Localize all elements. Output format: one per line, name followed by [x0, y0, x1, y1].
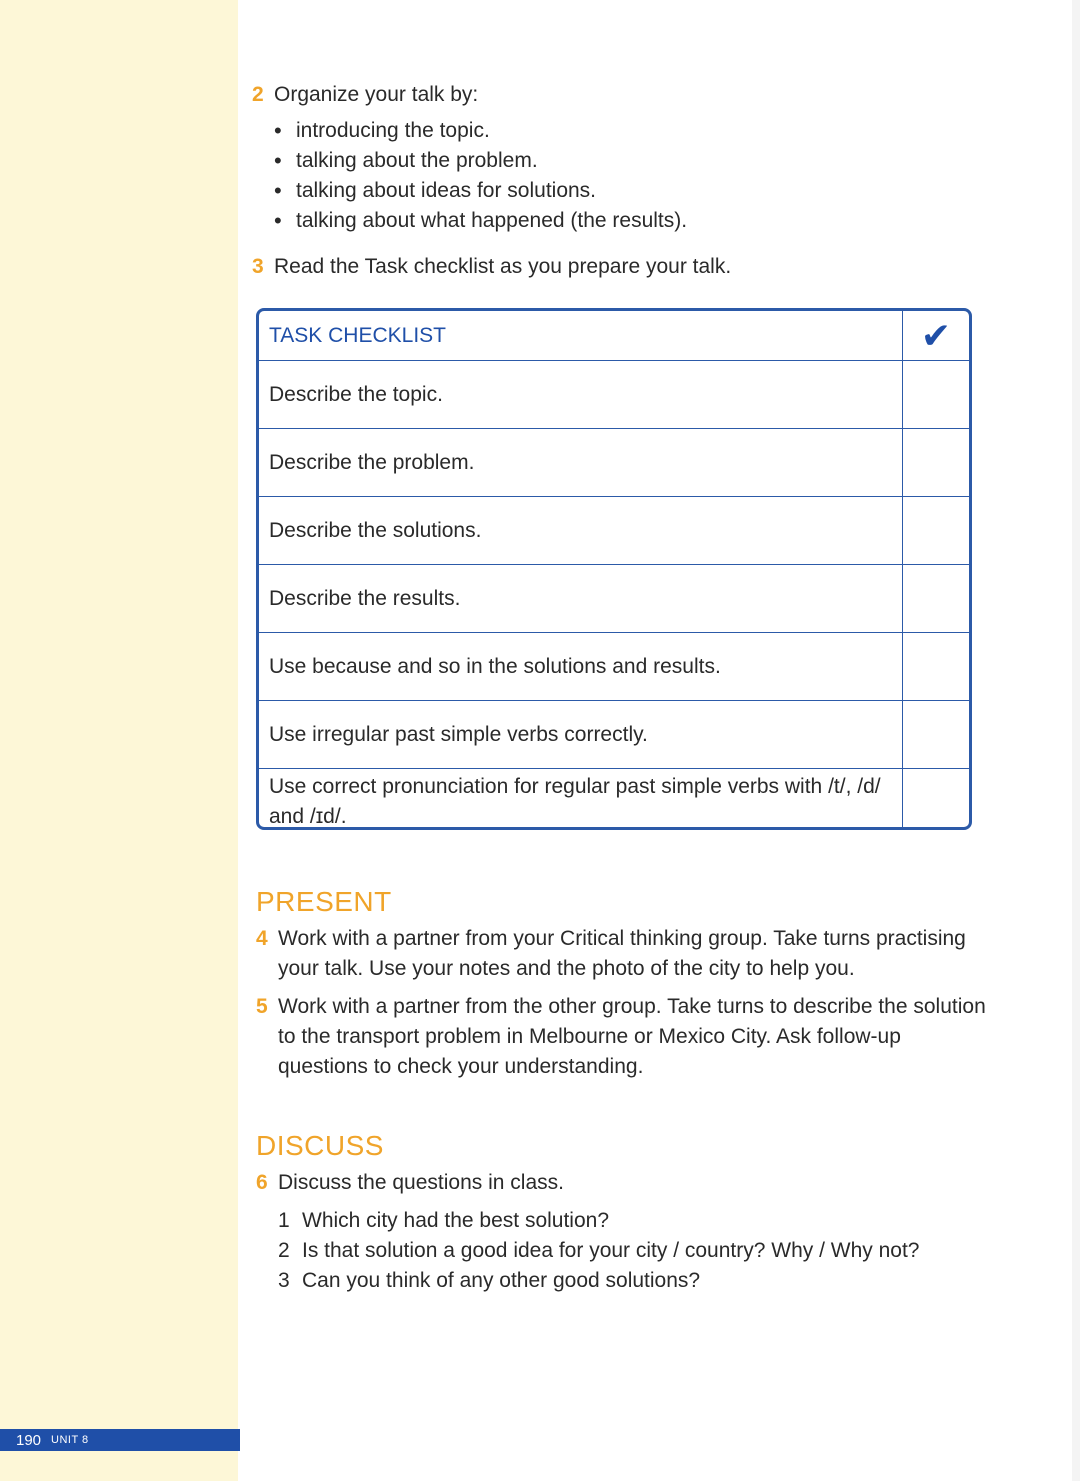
question-list — [278, 1206, 986, 1296]
bullet-icon: • — [274, 148, 282, 173]
step-text: Work with a partner from your Critical thinking group. Take turns practising your talk. Use your notes and the photo of the city to help you. — [278, 927, 966, 980]
check-box[interactable] — [903, 701, 969, 768]
checklist-row: Use because and so in the solutions and results. — [259, 632, 969, 700]
page-footer — [0, 1429, 240, 1451]
task-checklist — [256, 308, 972, 830]
list-item: • talking about what happened (the results). — [274, 206, 982, 236]
check-box[interactable] — [903, 497, 969, 564]
step-6 — [256, 1168, 986, 1198]
list-item: • introducing the topic. — [274, 116, 982, 146]
step-number: 3 — [252, 255, 264, 278]
unit-label: UNIT 8 — [51, 1434, 89, 1446]
checklist-row: Describe the problem. — [259, 428, 969, 496]
step-2 — [252, 80, 982, 110]
step-number: 5 — [256, 995, 268, 1018]
step-number: 4 — [256, 927, 268, 950]
list-item: 1 Which city had the best solution? — [278, 1209, 610, 1232]
check-box[interactable] — [903, 361, 969, 428]
checklist-header — [259, 311, 969, 360]
checklist-row: Describe the solutions. — [259, 496, 969, 564]
list-item: 3 Can you think of any other good solutions? — [278, 1269, 701, 1292]
check-box[interactable] — [903, 429, 969, 496]
check-box[interactable] — [903, 565, 969, 632]
page-number: 190 — [16, 1431, 42, 1449]
discuss-heading: DISCUSS — [256, 1130, 384, 1161]
check-box[interactable] — [903, 769, 969, 830]
checklist-row: Use correct pronunciation for regular past simple verbs with /t/, /d/ and /ɪd/. — [259, 768, 969, 830]
list-item: • talking about the problem. — [274, 146, 982, 176]
bullet-icon: • — [274, 208, 282, 233]
checklist-title: TASK CHECKLIST — [259, 311, 903, 360]
bullet-icon: • — [274, 118, 282, 143]
check-box[interactable] — [903, 633, 969, 700]
step-number: 6 — [256, 1171, 268, 1194]
bullet-list — [252, 116, 982, 236]
step-5 — [256, 992, 986, 1082]
checkmark-icon: ✔ — [920, 314, 952, 356]
step-text: Work with a partner from the other group. Take turns to describe the solution to the transport problem in Melbourne or Mexico City. Ask follow-up questions to check your understanding. — [278, 995, 986, 1078]
present-section — [256, 924, 986, 1082]
discuss-section — [256, 1168, 986, 1296]
checklist-row: Use irregular past simple verbs correctly. — [259, 700, 969, 768]
list-item: 2 Is that solution a good idea for your city / country? Why / Why not? — [278, 1239, 920, 1262]
step-text: Discuss the questions in class. — [278, 1171, 564, 1194]
bullet-icon: • — [274, 178, 282, 203]
list-item: • talking about ideas for solutions. — [274, 176, 982, 206]
step-number: 2 — [252, 83, 264, 106]
checklist-row: Describe the results. — [259, 564, 969, 632]
present-heading: PRESENT — [256, 886, 392, 917]
step-3 — [252, 252, 982, 282]
organize-section — [252, 80, 982, 282]
checklist-row: Describe the topic. — [259, 360, 969, 428]
step-4 — [256, 924, 986, 984]
margin-band — [0, 0, 238, 1481]
page-edge — [1072, 0, 1080, 1481]
step-text: Read the Task checklist as you prepare your talk. — [274, 255, 732, 278]
step-text: Organize your talk by: — [274, 83, 479, 106]
